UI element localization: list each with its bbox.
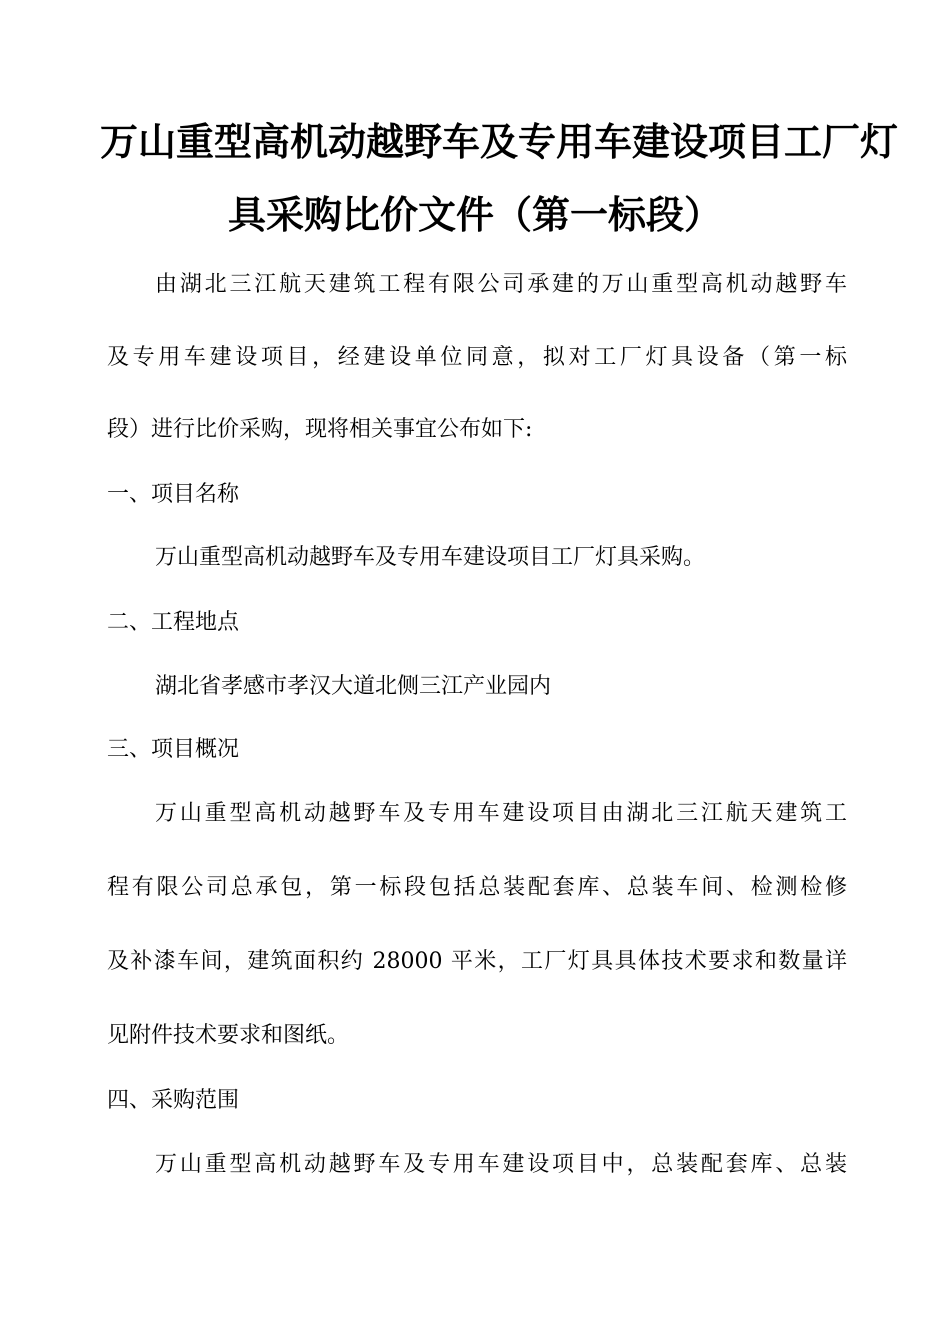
intro-line-2: 及专用车建设项目，经建设单位同意，拟对工厂灯具设备（第一标 xyxy=(107,345,847,370)
document-title-line-1: 万山重型高机动越野车及专用车建设项目工厂灯 xyxy=(100,119,899,164)
section-heading-project-name: 一、项目名称 xyxy=(107,482,240,507)
section-body-location: 湖北省孝感市孝汉大道北侧三江产业园内 xyxy=(155,674,552,699)
overview-line-1: 万山重型高机动越野车及专用车建设项目由湖北三江航天建筑工 xyxy=(155,801,847,826)
section-heading-location: 二、工程地点 xyxy=(107,610,240,635)
section-heading-scope: 四、采购范围 xyxy=(107,1088,240,1113)
section-body-project-name: 万山重型高机动越野车及专用车建设项目工厂灯具采购。 xyxy=(155,545,706,570)
intro-line-3: 段）进行比价采购，现将相关事宜公布如下: xyxy=(107,417,533,442)
overview-line-2: 程有限公司总承包，第一标段包括总装配套库、总装车间、检测检修 xyxy=(107,875,847,900)
section-heading-overview: 三、项目概况 xyxy=(107,737,240,762)
document-title-line-2: 具采购比价文件（第一标段） xyxy=(227,192,722,237)
scope-line-1: 万山重型高机动越野车及专用车建设项目中，总装配套库、总装 xyxy=(155,1152,847,1177)
intro-line-1: 由湖北三江航天建筑工程有限公司承建的万山重型高机动越野车 xyxy=(155,272,847,297)
overview-line-4: 见附件技术要求和图纸。 xyxy=(107,1023,350,1048)
overview-line-3: 及补漆车间，建筑面积约 28000 平米，工厂灯具具体技术要求和数量详 xyxy=(107,949,847,974)
